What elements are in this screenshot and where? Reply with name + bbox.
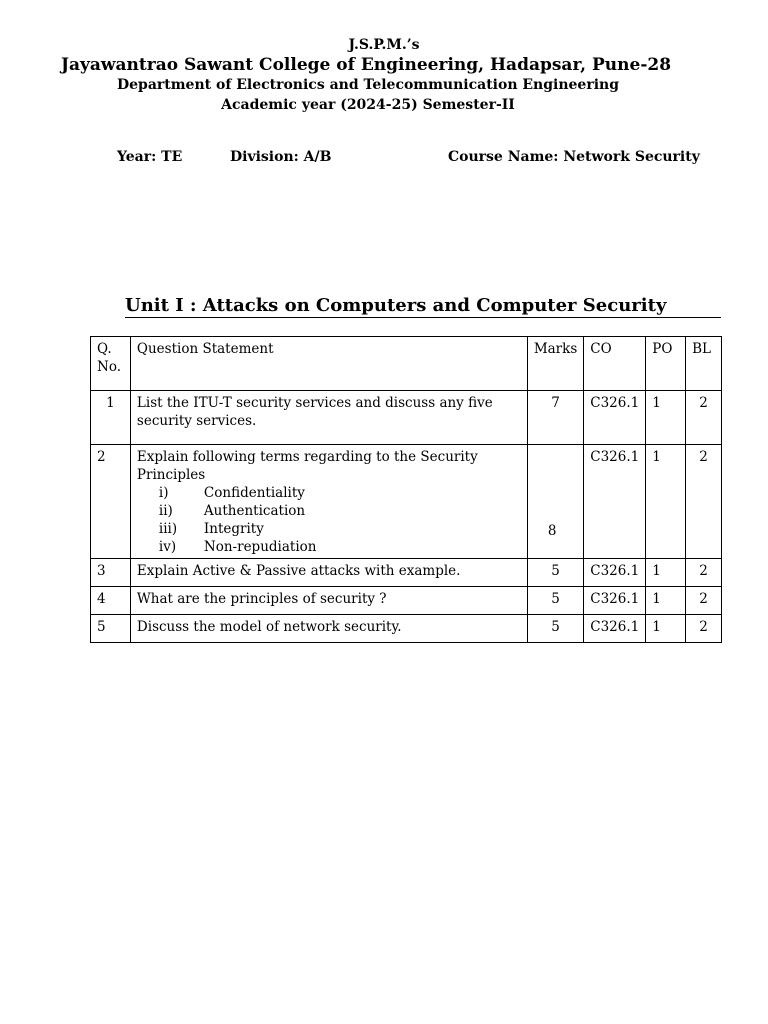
division-label: Division: A/B: [230, 149, 332, 165]
question-text: What are the principles of security ?: [130, 587, 527, 615]
header-bl: BL: [686, 337, 722, 391]
department-name: Department of Electronics and Telecommunication Engineering: [116, 77, 619, 93]
year-label: Year: TE: [117, 149, 183, 165]
question-marks: 7: [527, 391, 583, 445]
question-number: 1: [91, 391, 131, 445]
header-marks: Marks: [527, 337, 583, 391]
subitem-number: iii): [158, 521, 178, 537]
question-co: C326.1: [584, 587, 646, 615]
header-co: CO: [584, 337, 646, 391]
subitem: [137, 484, 521, 502]
header-question: Question Statement: [130, 337, 527, 391]
question-text: List the ITU-T security services and discuss any five security services.: [130, 391, 527, 445]
table-row: [91, 559, 722, 587]
question-bl: 2: [686, 559, 722, 587]
question-po: 1: [646, 391, 686, 445]
question-marks: 5: [527, 615, 583, 643]
organization-name: J.S.P.M.’s: [348, 37, 420, 53]
question-co: C326.1: [584, 615, 646, 643]
table-row: [91, 391, 722, 445]
question-bl: 2: [686, 445, 722, 559]
question-marks: 5: [527, 559, 583, 587]
unit-title: Unit I : Attacks on Computers and Computer Security: [125, 295, 721, 318]
academic-year: Academic year (2024-25) Semester-II: [221, 97, 515, 113]
table-row: [91, 615, 722, 643]
question-text: Explain following terms regarding to the Security Principles: [136, 449, 478, 483]
question-po: 1: [646, 559, 686, 587]
table-row: [91, 445, 722, 559]
header-qno: [91, 337, 131, 391]
subitem-number: ii): [158, 503, 173, 519]
subitem-text: Authentication: [203, 503, 306, 519]
subitem-text: Non-repudiation: [203, 539, 317, 555]
subitem: [137, 520, 521, 538]
header-qno-line1: Q.: [97, 341, 112, 357]
subitem-number: i): [158, 485, 169, 501]
question-co: C326.1: [584, 559, 646, 587]
question-text: Explain Active & Passive attacks with example.: [130, 559, 527, 587]
course-name-label: Course Name: Network Security: [448, 149, 700, 165]
question-bl: 2: [686, 615, 722, 643]
question-marks: 5: [527, 587, 583, 615]
table-header-row: [91, 337, 722, 391]
question-table: [90, 336, 722, 643]
header-qno-line2: No.: [97, 359, 121, 375]
question-bl: 2: [686, 391, 722, 445]
subitem-number: iv): [158, 539, 177, 555]
question-co: C326.1: [584, 445, 646, 559]
question-cell: [130, 445, 527, 559]
question-number: 3: [91, 559, 131, 587]
table-row: [91, 587, 722, 615]
question-text: Discuss the model of network security.: [130, 615, 527, 643]
question-bl: 2: [686, 587, 722, 615]
question-number: 2: [91, 445, 131, 559]
college-name: Jayawantrao Sawant College of Engineering, Hadapsar, Pune-28: [60, 55, 672, 75]
question-po: 1: [646, 445, 686, 559]
question-number: 5: [91, 615, 131, 643]
subitem: [137, 502, 521, 520]
question-po: 1: [646, 587, 686, 615]
question-marks-cell: [527, 445, 583, 559]
question-marks: 8: [547, 523, 557, 539]
question-number: 4: [91, 587, 131, 615]
subitem: [137, 538, 521, 556]
header-po: PO: [646, 337, 686, 391]
question-co: C326.1: [584, 391, 646, 445]
question-po: 1: [646, 615, 686, 643]
subitem-text: Confidentiality: [203, 485, 305, 501]
subitem-text: Integrity: [203, 521, 264, 537]
